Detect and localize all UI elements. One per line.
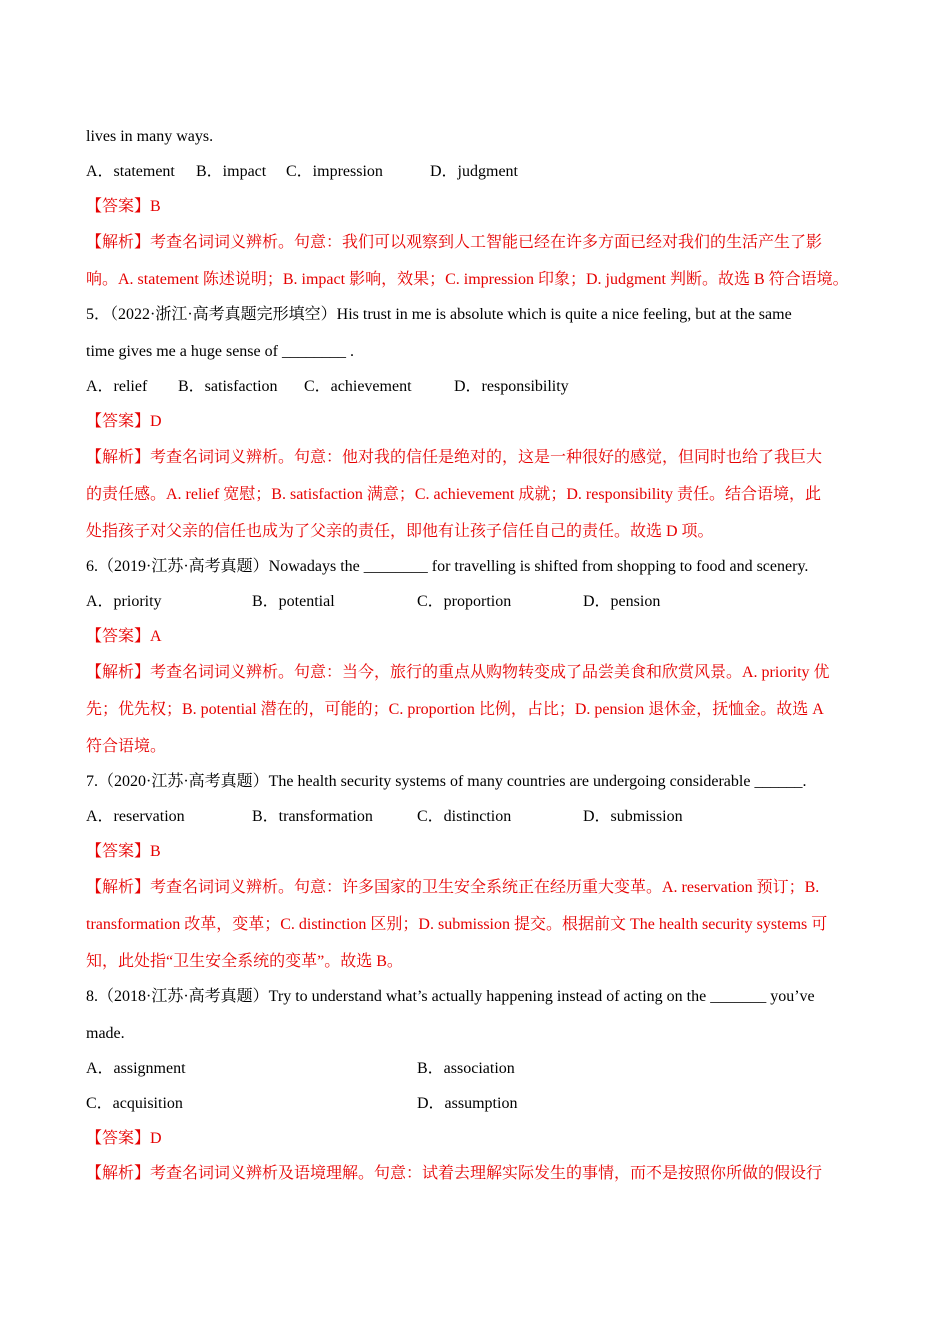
q4-answer: 【答案】B [86, 198, 161, 215]
q7-option-d: D．submission [583, 808, 683, 825]
q6-options [86, 592, 866, 612]
q4-analysis-line: 【解析】考查名词词义辨析。句意：我们可以观察到人工智能已经在许多方面已经对我们的生活产生了影 [86, 234, 823, 251]
q5-option-a: A．relief [86, 378, 148, 395]
q7-answer: 【答案】B [86, 843, 161, 860]
q6-analysis-line: 先；优先权；B. potential 潜在的，可能的；C. proportion 比例，占比；D. pension 退休金，抚恤金。故选 A [86, 701, 824, 718]
q8-stem-line: 8.（2018·江苏·高考真题）Try to understand what’s actually happening instead of acting on the _______ you’ve [86, 988, 815, 1005]
q5-analysis-line: 【解析】考查名词词义辨析。句意：他对我的信任是绝对的，这是一种很好的感觉，但同时也给了我巨大 [86, 449, 823, 466]
q5-analysis-line: 处指孩子对父亲的信任也成为了父亲的责任，即他有让孩子信任自己的责任。故选 D 项。 [86, 523, 714, 540]
q6-answer: 【答案】A [86, 628, 162, 645]
q7-option-a: A．reservation [86, 808, 185, 825]
q6-option-d: D．pension [583, 593, 661, 610]
q4-option-b: B．impact [196, 163, 267, 180]
q7-analysis-line: transformation 改革，变革；C. distinction 区别；D. submission 提交。根据前文 The health security systems 可 [86, 916, 828, 933]
q8-options-row [86, 1094, 866, 1114]
q8-stem-line: made. [86, 1025, 125, 1042]
q5-analysis-line: 的责任感。A. relief 宽慰；B. satisfaction 满意；C. achievement 成就；D. responsibility 责任。结合语境，此 [86, 486, 822, 503]
q6-stem-line: 6.（2019·江苏·高考真题）Nowadays the ________ for travelling is shifted from shopping to food and scenery. [86, 558, 809, 575]
q7-analysis-line: 知，此处指“卫生安全系统的变革”。故选 B。 [86, 953, 403, 970]
q6-option-c: C．proportion [417, 593, 512, 610]
q8-analysis-line: 【解析】考查名词词义辨析及语境理解。句意：试着去理解实际发生的事情，而不是按照你所做的假设行 [86, 1165, 823, 1182]
q4-option-a: A．statement [86, 163, 175, 180]
q5-option-c: C．achievement [304, 378, 412, 395]
q6-analysis-line: 【解析】考查名词词义辨析。句意：当今，旅行的重点从购物转变成了品尝美食和欣赏风景。A. priority 优 [86, 664, 830, 681]
q7-analysis-line: 【解析】考查名词词义辨析。句意：许多国家的卫生安全系统正在经历重大变革。A. reservation 预订；B. [86, 879, 820, 896]
q5-answer: 【答案】D [86, 413, 162, 430]
q4-option-d: D．judgment [430, 163, 518, 180]
question-stem-continued: lives in many ways. [86, 128, 214, 145]
q6-analysis-line: 符合语境。 [86, 738, 167, 755]
q5-option-d: D．responsibility [454, 378, 569, 395]
q7-options [86, 807, 866, 827]
q8-option-a: A．assignment [86, 1060, 186, 1077]
q5-stem-line: time gives me a huge sense of ________ . [86, 343, 354, 360]
q5-stem-line: 5．（2022·浙江·高考真题完形填空）His trust in me is absolute which is quite a nice feeling, but at the same [86, 306, 792, 323]
q8-option-b: B．association [417, 1060, 515, 1077]
q7-stem-line: 7.（2020·江苏·高考真题）The health security systems of many countries are undergoing considerable ______. [86, 773, 807, 790]
q4-option-c: C．impression [286, 163, 383, 180]
q5-option-b: B．satisfaction [178, 378, 278, 395]
q8-options-row [86, 1059, 866, 1079]
q5-options [86, 377, 866, 397]
q6-option-a: A．priority [86, 593, 162, 610]
q6-option-b: B．potential [252, 593, 335, 610]
q8-answer: 【答案】D [86, 1130, 162, 1147]
q7-option-c: C．distinction [417, 808, 512, 825]
q7-option-b: B．transformation [252, 808, 373, 825]
q8-option-d: D．assumption [417, 1095, 518, 1112]
q8-option-c: C．acquisition [86, 1095, 183, 1112]
q4-options [86, 162, 866, 182]
q4-analysis-line: 响。A. statement 陈述说明；B. impact 影响，效果；C. impression 印象；D. judgment 判断。故选 B 符合语境。 [86, 271, 849, 288]
